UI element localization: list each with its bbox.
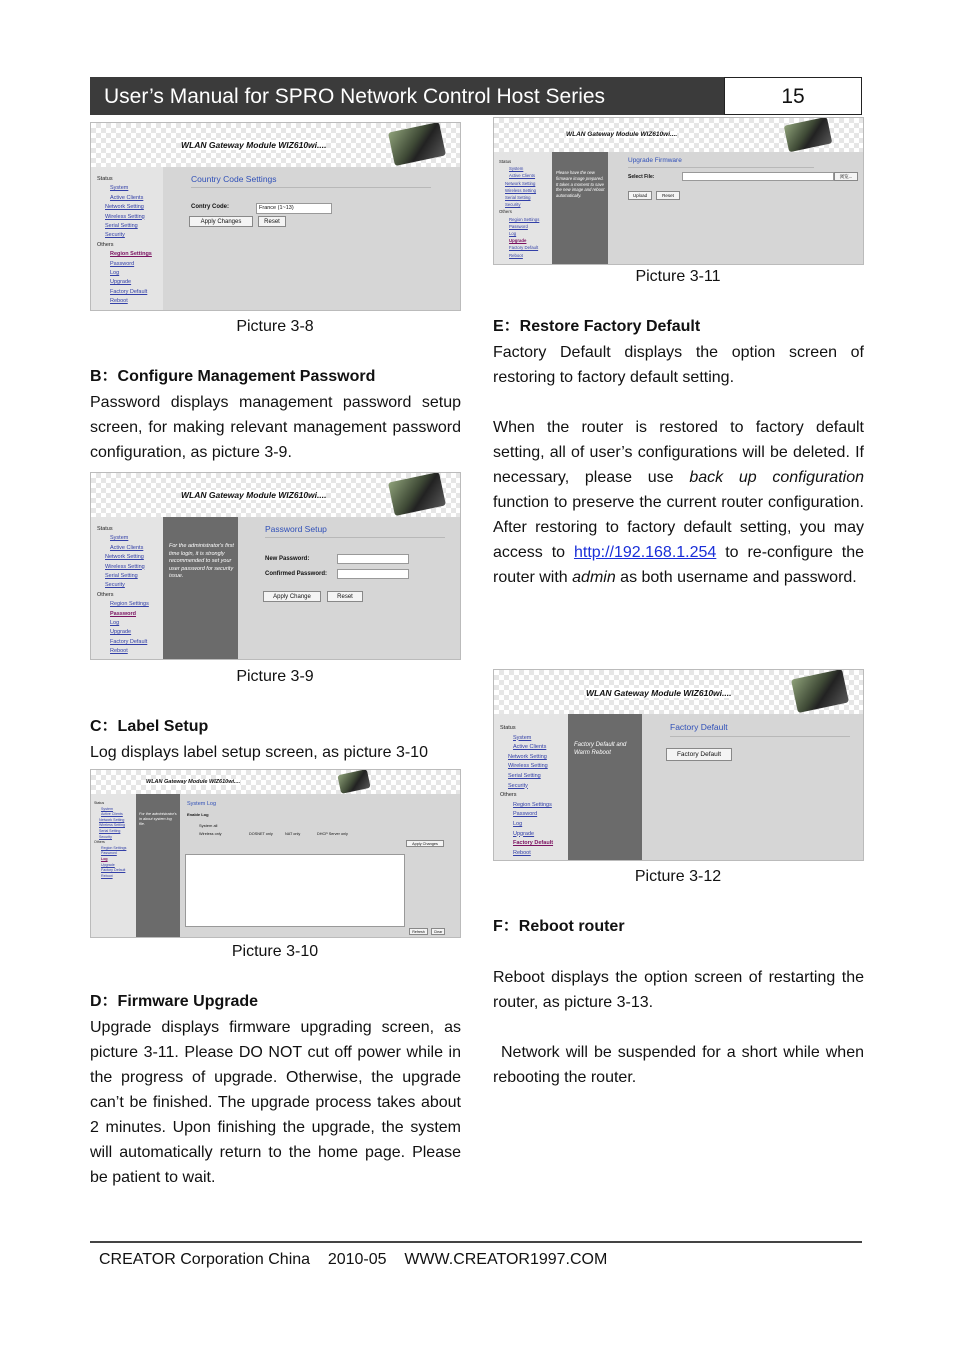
sidebar-item-network-setting[interactable]: Network Setting <box>505 180 536 186</box>
caption-3-10: Picture 3-10 <box>231 943 319 960</box>
sidebar-item-others: Others <box>97 591 114 598</box>
apply-changes-button[interactable]: Apply Changes <box>189 216 253 227</box>
sidebar-item-status: Status <box>500 725 516 731</box>
sidebar-item-serial-setting[interactable]: Serial Setting <box>105 573 138 580</box>
file-path-field[interactable] <box>682 172 834 181</box>
sidebar-item-serial-setting[interactable]: Serial Setting <box>508 772 541 779</box>
section-d-heading: D：Firmware Upgrade <box>90 993 259 1010</box>
sidebar-nav <box>91 794 136 937</box>
sidebar-item-serial-setting[interactable]: Serial Setting <box>505 195 531 201</box>
sidebar-item-others: Others <box>500 792 517 799</box>
sidebar-item-reboot[interactable]: Reboot <box>110 298 128 305</box>
section-f-heading: F：Reboot router <box>493 918 625 935</box>
sidebar-item-system[interactable]: System <box>509 166 524 172</box>
clear-button[interactable]: Clear <box>431 928 445 935</box>
sidebar-item-system[interactable]: System <box>110 535 129 542</box>
section-e-body-2: When the router is restored to factory default setting, all of user’s configurations will be deleted. If necessary, please use back up configuration function to preserve the current router configuration. After restoring to factory default setting, you may access to http://192.168.1.254 to re-configure the router with admin as both username and password. <box>493 419 865 586</box>
help-panel: Please have the new firmware image prepared. It takes a moment to save the new image and reboot automatically. <box>552 152 608 264</box>
sidebar-item-password[interactable]: Password <box>110 610 136 617</box>
caption-3-12: Picture 3-12 <box>634 868 722 885</box>
sidebar-item-factory-default[interactable]: Factory Default <box>509 245 539 251</box>
sidebar-item-others: Others <box>94 840 105 845</box>
sidebar-item-system[interactable]: System <box>513 734 532 741</box>
sidebar-item-status: Status <box>499 159 512 164</box>
sidebar-item-security[interactable]: Security <box>505 202 521 208</box>
sidebar-item-log[interactable]: Log <box>110 270 120 277</box>
sidebar-item-factory-default[interactable]: Factory Default <box>101 868 126 873</box>
screenshot-factory-default: WLAN Gateway Module WIZ610wi.... Status System Active Clients Network Setting Wireless Setting Serial Setting Security Others Region Settings Password Log Upgrade Factory Default Reboot Factory Default and Warm Reboot Factory Default Factory Default <box>493 669 864 861</box>
sidebar-item-log[interactable]: Log <box>101 856 108 861</box>
caption-3-9: Picture 3-9 <box>236 668 314 685</box>
page-header <box>90 77 862 115</box>
sidebar-item-others: Others <box>499 209 512 215</box>
section-e-heading: E：Restore Factory Default <box>493 318 701 335</box>
section-b-body: Password displays management password setup screen, for making relevant management password configuration, as picture 3-9. <box>90 394 461 461</box>
sidebar-item-serial-setting[interactable]: Serial Setting <box>99 828 121 833</box>
country-select[interactable]: France (1~13) <box>256 203 332 214</box>
sidebar-item-security[interactable]: Security <box>99 834 112 839</box>
sidebar-item-region-settings[interactable]: Region Settings <box>110 601 149 608</box>
sidebar-item-factory-default[interactable]: Factory Default <box>110 638 148 645</box>
log-textarea[interactable] <box>185 854 405 927</box>
sidebar-item-password[interactable]: Password <box>101 851 117 856</box>
browse-button[interactable]: 浏览... <box>834 172 858 181</box>
sidebar-item-system[interactable]: System <box>110 185 129 192</box>
reset-button[interactable]: Reset <box>656 191 680 200</box>
screenshot-system-log: WLAN Gateway Module WIZ610wi.... Status System Active Clients Network Setting Wireless Setting Serial Setting Security Others Region Settings Password Log Upgrade Factory Default Reboot For the administrator's in about system log file. System Log Enable Log System all Wireless only DOSNET only NAT only DHCP Server only Apply Changes Refresh Clear <box>90 769 461 938</box>
sidebar-item-reboot[interactable]: Reboot <box>101 873 113 878</box>
sidebar-nav <box>494 714 568 860</box>
page-number: 15 <box>724 77 862 115</box>
sidebar-nav <box>91 517 163 659</box>
help-panel: For the administrator's in about system log file. <box>136 794 180 937</box>
manual-title: User’s Manual for SPRO Network Control Host Series <box>90 77 724 115</box>
reset-button[interactable]: Reset <box>327 591 363 602</box>
footer-divider <box>90 1241 862 1243</box>
upload-button[interactable]: Upload <box>628 191 652 200</box>
sidebar-item-active-clients[interactable]: Active Clients <box>101 812 123 817</box>
gateway-title: WLAN Gateway Module WIZ610wi.... <box>181 140 327 150</box>
sidebar-item-upgrade[interactable]: Upgrade <box>101 862 115 867</box>
sidebar-nav <box>91 167 163 310</box>
panel-title: Country Code Settings <box>191 174 277 184</box>
sidebar-item-wireless-setting[interactable]: Wireless Setting <box>105 213 145 220</box>
sidebar-item-log[interactable]: Log <box>513 820 523 827</box>
section-f-body-1: Reboot displays the option screen of restarting the router, as picture 3-13. <box>493 969 864 1011</box>
sidebar-item-network-setting[interactable]: Network Setting <box>508 753 547 760</box>
factory-default-button[interactable]: Factory Default <box>666 748 732 761</box>
sidebar-item-reboot[interactable]: Reboot <box>513 849 531 856</box>
section-c-body: Log displays label setup screen, as picture 3-10 <box>90 744 428 761</box>
screenshot-password: WLAN Gateway Module WIZ610wi.... Status System Active Clients Network Setting Wireless Setting Serial Setting Security Others Region Settings Password Log Upgrade Factory Default Reboot For the administrator's first time login, it is strongly recommended to set your user password for security issue. Password Setup New Password: Confirmed Password: Apply Change Reset <box>90 472 461 660</box>
refresh-button[interactable]: Refresh <box>409 928 428 935</box>
caption-3-11: Picture 3-11 <box>635 268 721 285</box>
sidebar-item-region-settings[interactable]: Region Settings <box>509 216 540 222</box>
section-f-body-2: Network will be suspended for a short while when rebooting the router. <box>493 1044 864 1086</box>
sidebar-item-reboot[interactable]: Reboot <box>509 252 523 258</box>
sidebar-item-security[interactable]: Security <box>508 782 528 789</box>
caption-3-8: Picture 3-8 <box>236 318 314 335</box>
sidebar-item-others: Others <box>97 241 114 248</box>
sidebar-item-upgrade[interactable]: Upgrade <box>513 830 535 837</box>
sidebar-item-wireless-setting[interactable]: Wireless Setting <box>508 763 548 770</box>
help-panel: Factory Default and Warm Reboot <box>568 714 642 860</box>
sidebar-item-upgrade[interactable]: Upgrade <box>110 279 132 286</box>
sidebar-item-security[interactable]: Security <box>105 232 125 239</box>
router-address-link[interactable]: http://192.168.1.254 <box>573 544 717 561</box>
sidebar-item-factory-default[interactable]: Factory Default <box>513 840 554 847</box>
section-b-heading: B：Configure Management Password <box>90 368 376 385</box>
sidebar-item-status: Status <box>94 801 105 805</box>
section-e-body-1: Factory Default displays the option screen of restoring to factory default setting. <box>493 344 864 386</box>
sidebar-item-password[interactable]: Password <box>509 223 528 229</box>
sidebar-item-upgrade[interactable]: Upgrade <box>110 629 132 636</box>
sidebar-item-active-clients[interactable]: Active Clients <box>110 544 144 551</box>
apply-changes-button[interactable]: Apply Changes <box>406 840 444 847</box>
apply-change-button[interactable]: Apply Change <box>263 591 321 602</box>
sidebar-item-active-clients[interactable]: Active Clients <box>509 173 536 179</box>
sidebar-item-active-clients[interactable]: Active Clients <box>110 194 144 201</box>
sidebar-item-region-settings[interactable]: Region Settings <box>110 251 152 258</box>
new-password-field[interactable] <box>337 554 409 564</box>
screenshot-upgrade-firmware: WLAN Gateway Module WIZ610wi.... Status System Active Clients Network Setting Wireless Setting Serial Setting Security Others Region Settings Password Log Upgrade Factory Default Reboot Please have the new firmware image prepared. It takes a moment to save the new image and reboot automatically. Upgrade Firmware Select File: 浏览... Upload Reset <box>493 117 864 265</box>
sidebar-nav <box>494 152 552 264</box>
sidebar-item-region-settings[interactable]: Region Settings <box>513 801 552 808</box>
section-c-heading: C：Label Setup <box>90 718 209 735</box>
screenshot-country-code: WLAN Gateway Module WIZ610wi.... Status System Active Clients Network Setting Wireless Setting Serial Setting Security Others Region Settings Password Log Upgrade Factory Default Reboot Country Code Settings Contry Code: France (1~13) Apply Changes Reset <box>90 122 461 311</box>
section-d-body: Upgrade displays firmware upgrading screen, as picture 3-11. Please DO NOT cut off power while in the progress of upgrade. Otherwise, the upgrade can’t be finished. The upgrade process takes about 2 minutes. Upon finishing the upgrade, the system will automatically return to the home page. Please be patient to wait. <box>90 1019 461 1186</box>
sidebar-item-network-setting[interactable]: Network Setting <box>99 817 125 822</box>
sidebar-item-upgrade[interactable]: Upgrade <box>509 238 527 244</box>
sidebar-item-security[interactable]: Security <box>105 582 125 589</box>
sidebar-item-network-setting[interactable]: Network Setting <box>105 204 144 211</box>
reset-button[interactable]: Reset <box>258 216 286 227</box>
sidebar-item-status: Status <box>97 526 113 532</box>
sidebar-item-log[interactable]: Log <box>110 620 120 627</box>
sidebar-item-status: Status <box>97 176 113 182</box>
sidebar-item-region-settings[interactable]: Region Settings <box>101 845 127 850</box>
sidebar-item-wireless-setting[interactable]: Wireless Setting <box>105 563 145 570</box>
sidebar-item-password[interactable]: Password <box>110 260 135 267</box>
sidebar-item-network-setting[interactable]: Network Setting <box>105 554 144 561</box>
sidebar-item-active-clients[interactable]: Active Clients <box>513 744 547 751</box>
sidebar-item-wireless-setting[interactable]: Wireless Setting <box>505 187 537 193</box>
sidebar-item-wireless-setting[interactable]: Wireless Setting <box>99 823 125 828</box>
sidebar-item-password[interactable]: Password <box>513 811 538 818</box>
footer-text: CREATOR Corporation China 2010-05 WWW.CREATOR1997.COM <box>99 1251 608 1268</box>
sidebar-item-system[interactable]: System <box>101 806 113 811</box>
sidebar-item-factory-default[interactable]: Factory Default <box>110 288 148 295</box>
sidebar-item-reboot[interactable]: Reboot <box>110 648 128 655</box>
device-image <box>388 122 446 166</box>
sidebar-item-log[interactable]: Log <box>509 231 517 237</box>
help-panel: For the administrator's first time login, it is strongly recommended to set your user password for security issue. <box>163 517 238 659</box>
content-panel <box>163 167 460 310</box>
sidebar-item-serial-setting[interactable]: Serial Setting <box>105 223 138 230</box>
confirm-password-field[interactable] <box>337 569 409 579</box>
